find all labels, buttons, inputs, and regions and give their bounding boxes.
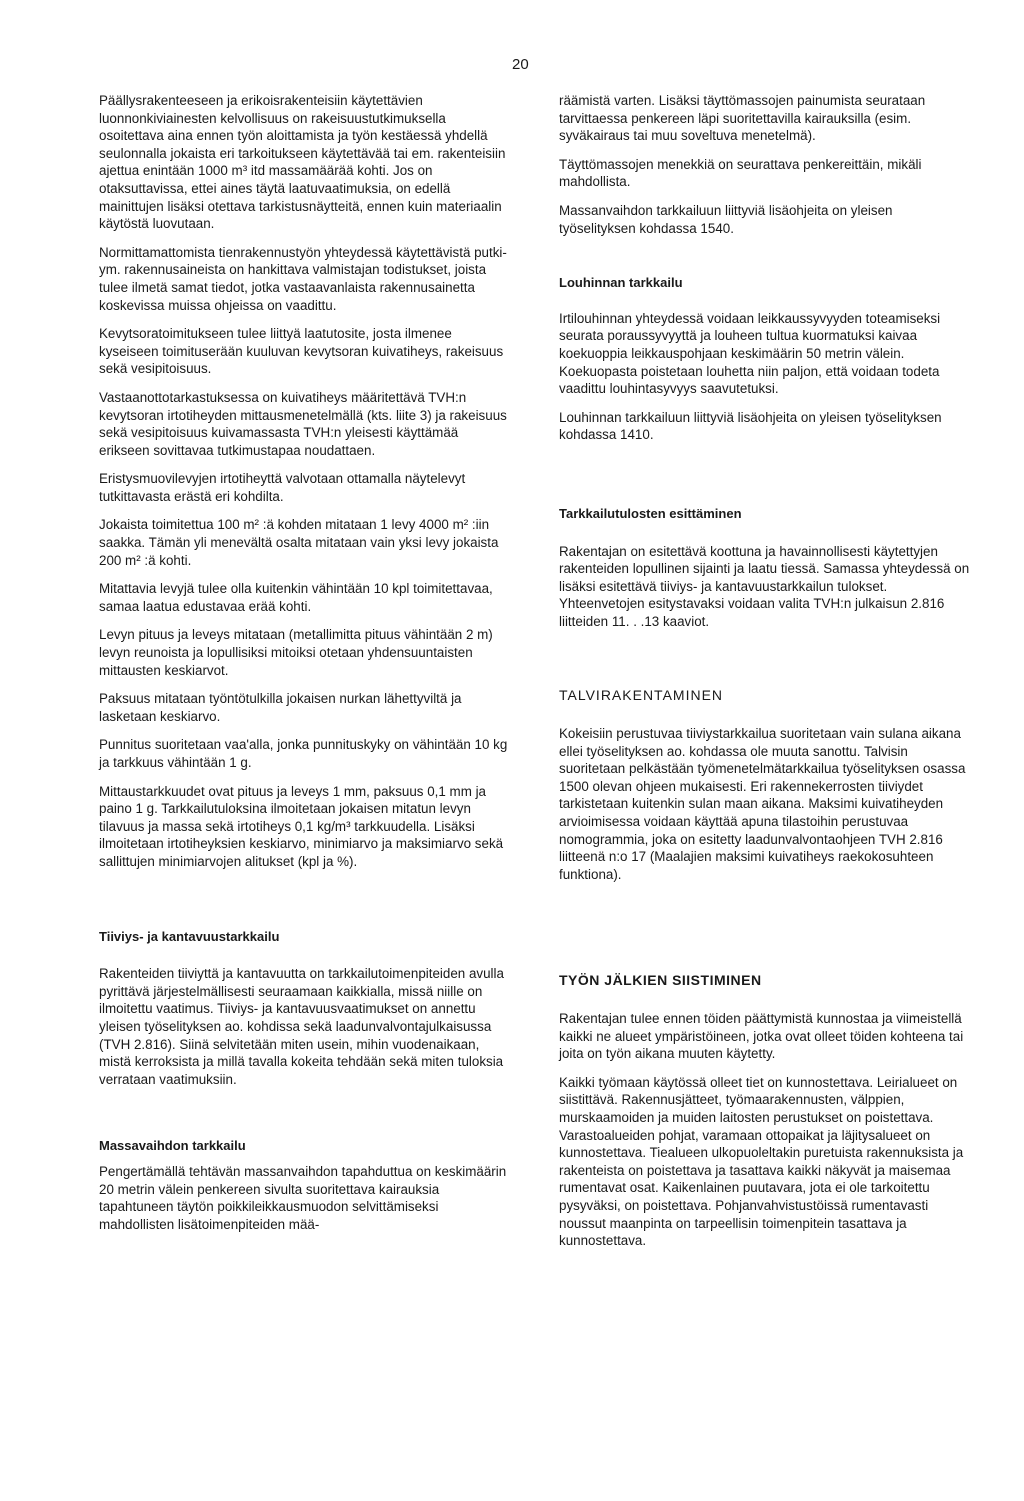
paragraph: Päällysrakenteeseen ja erikoisrakenteisiin käytettävien luonnonkiviainesten kelvollisuus on rakeisuustutkimuksella osoitettava aina ennen työn aloittamista ja työn kestäessä yhdellä seulonnalla jokaista eri tarkoitukseen käytettävää tai em. rakenteisiin ajettua enintään 1000 m³ itd massamäärää kohti. Jos on otaksuttavissa, ettei aines täytä laatuvaatimuksia, on edellä mainittujen lisäksi otettava tarkistusnäytteitä, ennen kuin materiaalin käytöstä luovutaan. [99, 93, 506, 232]
left-column [99, 92, 511, 1244]
section-heading-massanvaihto: Massavaihdon tarkkailu [99, 1138, 246, 1154]
paragraph: Mittaustarkkuudet ovat pituus ja leveys 1 mm, paksuus 0,1 mm ja paino 1 g. Tarkkailutuloksina ilmoitetaan jokaisen mitatun levyn tilavuus ja massa sekä irtotiheys 0,1 kg/m³ tarkkuudella. Lisäksi ilmoitetaan irtotiheyksien keskiarvo, minimiarvo ja maksimiarvo sekä sallittujen minimiarvojen alitukset (kpl ja %). [99, 783, 504, 869]
paragraph: Vastaanottotarkastuksessa on kuivatiheys määritettävä TVH:n kevytsoran irtotiheyden mittausmenetelmällä (kts. liite 3) ja rakeisuus sekä vesipitoisuus kuivamassasta TVH:n yleisesti käyttämää erikseen sovittavaa tutkimustapaa noudattaen. [99, 389, 507, 458]
paragraph: Paksuus mitataan työntötulkilla jokaisen nurkan lähettyviltä ja lasketaan keskiarvo. [99, 691, 462, 724]
paragraph: Kaikki työmaan käytössä olleet tiet on kunnostettava. Leirialueet on siistittävä. Rakennusjätteet, työmaarakennusten, välppien, murskaamoiden ja muiden laitosten perustukset on poistettava. Varastoalueiden pohjat, varamaan ottopaikat ja läjitysalueet on kunnostettava. Tiealueen ulkopuoleltakin puretuista rakennuksista ja rakenteista on poistettava ja tasattava kaikki näkyvät ja maisemaa rumentavat osat. Kaikenlainen puutavara, jota ei ole tarkoitettu pysyväksi, on poistettava. Pohjanvahvistustöissä rumentavasti noussut maanpinta on tarpeellisin toimenpitein tasattava ja kunnostettava. [559, 1074, 964, 1249]
section-heading-talvirakentaminen: TALVIRAKENTAMINEN [559, 687, 724, 704]
paragraph: Rakentajan on esitettävä koottuna ja havainnollisesti käytettyjen rakenteiden lopullinen sijainti ja laatu tiessä. Samassa yhteydessä on lisäksi esitettävä tiiviys- ja kantavuustarkkailun tulokset. Yhteenvetojen esitystavaksi voidaan valita TVH:n julkaisun 2.816 liitteiden 11. . .13 kaaviot. [559, 543, 970, 629]
paragraph: Rakentajan tulee ennen töiden päättymistä kunnostaa ja viimeistellä kaikki ne alueet ympäristöineen, jotka ovat olleet töiden kohteena tai joita on työn aikana muuten käytetty. [559, 1011, 964, 1062]
section-heading-tyon-jalkien-siistiminen: TYÖN JÄLKIEN SIISTIMINEN [559, 972, 762, 989]
paragraph: Jokaista toimitettua 100 m² :ä kohden mitataan 1 levy 4000 m² :iin saakka. Tämän yli menevältä osalta mitataan vain yksi levy jokaista 200 m² :ä kohti. [99, 517, 499, 568]
paragraph: Punnitus suoritetaan vaa'alla, jonka punnituskyky on vähintään 10 kg ja tarkkuus vähintään 1 g. [99, 737, 508, 770]
paragraph: Normittamattomista tienrakennustyön yhteydessä käytettävistä putki- ym. rakennusaineista on hankittava valmistajan todistukset, joista tulee ilmetä samat tiedot, jotka vastaavanlaista rakennusainetta koskevissa muissa ohjeissa on vaadittu. [99, 244, 507, 313]
right-column [559, 92, 971, 1261]
section-heading-tarkkailutulosten: Tarkkailutulosten esittäminen [559, 505, 742, 521]
paragraph: Täyttömassojen menekkiä on seurattava penkereittäin, mikäli mahdollista. [559, 156, 922, 190]
paragraph: Rakenteiden tiiviyttä ja kantavuutta on tarkkailutoimenpiteiden avulla pyrittävä järjestelmällisesti seuraamaan kaikkialla, missä niille on ilmoitettu vaatimus. Tiiviys- ja kantavuusvaatimukset on annettu yleisen työselityksen ao. kohdissa sekä laadunvalvontajulkaisussa (TVH 2.816). Siinä selvitetään miten usein, mihin vuodenaikaan, mistä kerroksista ja millä tavalla kokeita tehdään sekä miten tuloksia verrataan vaatimuksiin. [99, 966, 504, 1087]
paragraph: Kokeisiin perustuvaa tiiviystarkkailua suoritetaan vain sulana aikana ellei työselityksen ao. kohdassa ole muuta sanottu. Talvisin suoritetaan pelkästään työmenetelmätarkkailua työselityksen osassa 1500 olevan ohjeen mukaisesti. Eri rakennekerrosten tiiviydet tarkistetaan kuitenkin sulan maan aikana. Maksimi kuivatiheyden arvioimisessa voidaan käyttää apuna tilastoihin perustuvaa nomogrammia, joka on esitetty laadunvalvontaohjeen TVH 2.816 liitteenä n:o 17 (Maalajien maksimi kuivatiheys raekokosuhteen funktiona). [559, 726, 966, 882]
paragraph: Eristysmuovilevyjen irtotiheyttä valvotaan ottamalla näytelevyt tutkittavasta erästä eri kohdilta. [99, 471, 466, 504]
section-heading-louhinnan: Louhinnan tarkkailu [559, 275, 683, 291]
paragraph: Louhinnan tarkkailuun liittyviä lisäohjeita on yleisen työselityksen kohdassa 1410. [559, 409, 942, 443]
paragraph: Pengertämällä tehtävän massanvaihdon tapahduttua on keskimäärin 20 metrin välein penkereen sivulta suoritettava kairauksia tapahtuneen täytön poikkileikkausmuodon selvittämiseksi mahdollisten lisätoimenpiteiden mää- [99, 1163, 507, 1232]
paragraph: Kevytsoratoimitukseen tulee liittyä laatutosite, josta ilmenee kyseiseen toimituserään kuuluvan kevytsoran kuivatiheys, rakeisuus sekä vesipitoisuus. [99, 326, 504, 377]
page-number: 20 [512, 56, 529, 73]
section-heading-tiiviys: Tiiviys- ja kantavuustarkkailu [99, 928, 280, 944]
paragraph: Irtilouhinnan yhteydessä voidaan leikkaussyvyyden toteamiseksi seurata poraussyvyyttä ja louheen tultua kuormatuksi kaivaa koekuoppia leikkauspohjaan keskimäärin 50 metrin välein. Koekuopasta poistetaan louhetta niin paljon, että voidaan todeta vaadittu louhintasyvyys saavutetuksi. [559, 310, 941, 397]
paragraph: Mitattavia levyjä tulee olla kuitenkin vähintään 10 kpl toimitettavaa, samaa laatua edustavaa erää kohti. [99, 581, 493, 614]
paragraph: Massanvaihdon tarkkailuun liittyviä lisäohjeita on yleisen työselityksen kohdassa 1540. [559, 202, 893, 236]
paragraph: räämistä varten. Lisäksi täyttömassojen painumista seurataan tarvittaessa penkereen läpi suoritettavilla kairauksilla (esim. syväkairaus tai muu soveltuva menetelmä). [559, 93, 926, 144]
paragraph: Levyn pituus ja leveys mitataan (metallimitta pituus vähintään 2 m) levyn reunoista ja lopullisiksi mitoiksi otetaan yhdensuuntaisten mittausten keskiarvot. [99, 627, 493, 678]
